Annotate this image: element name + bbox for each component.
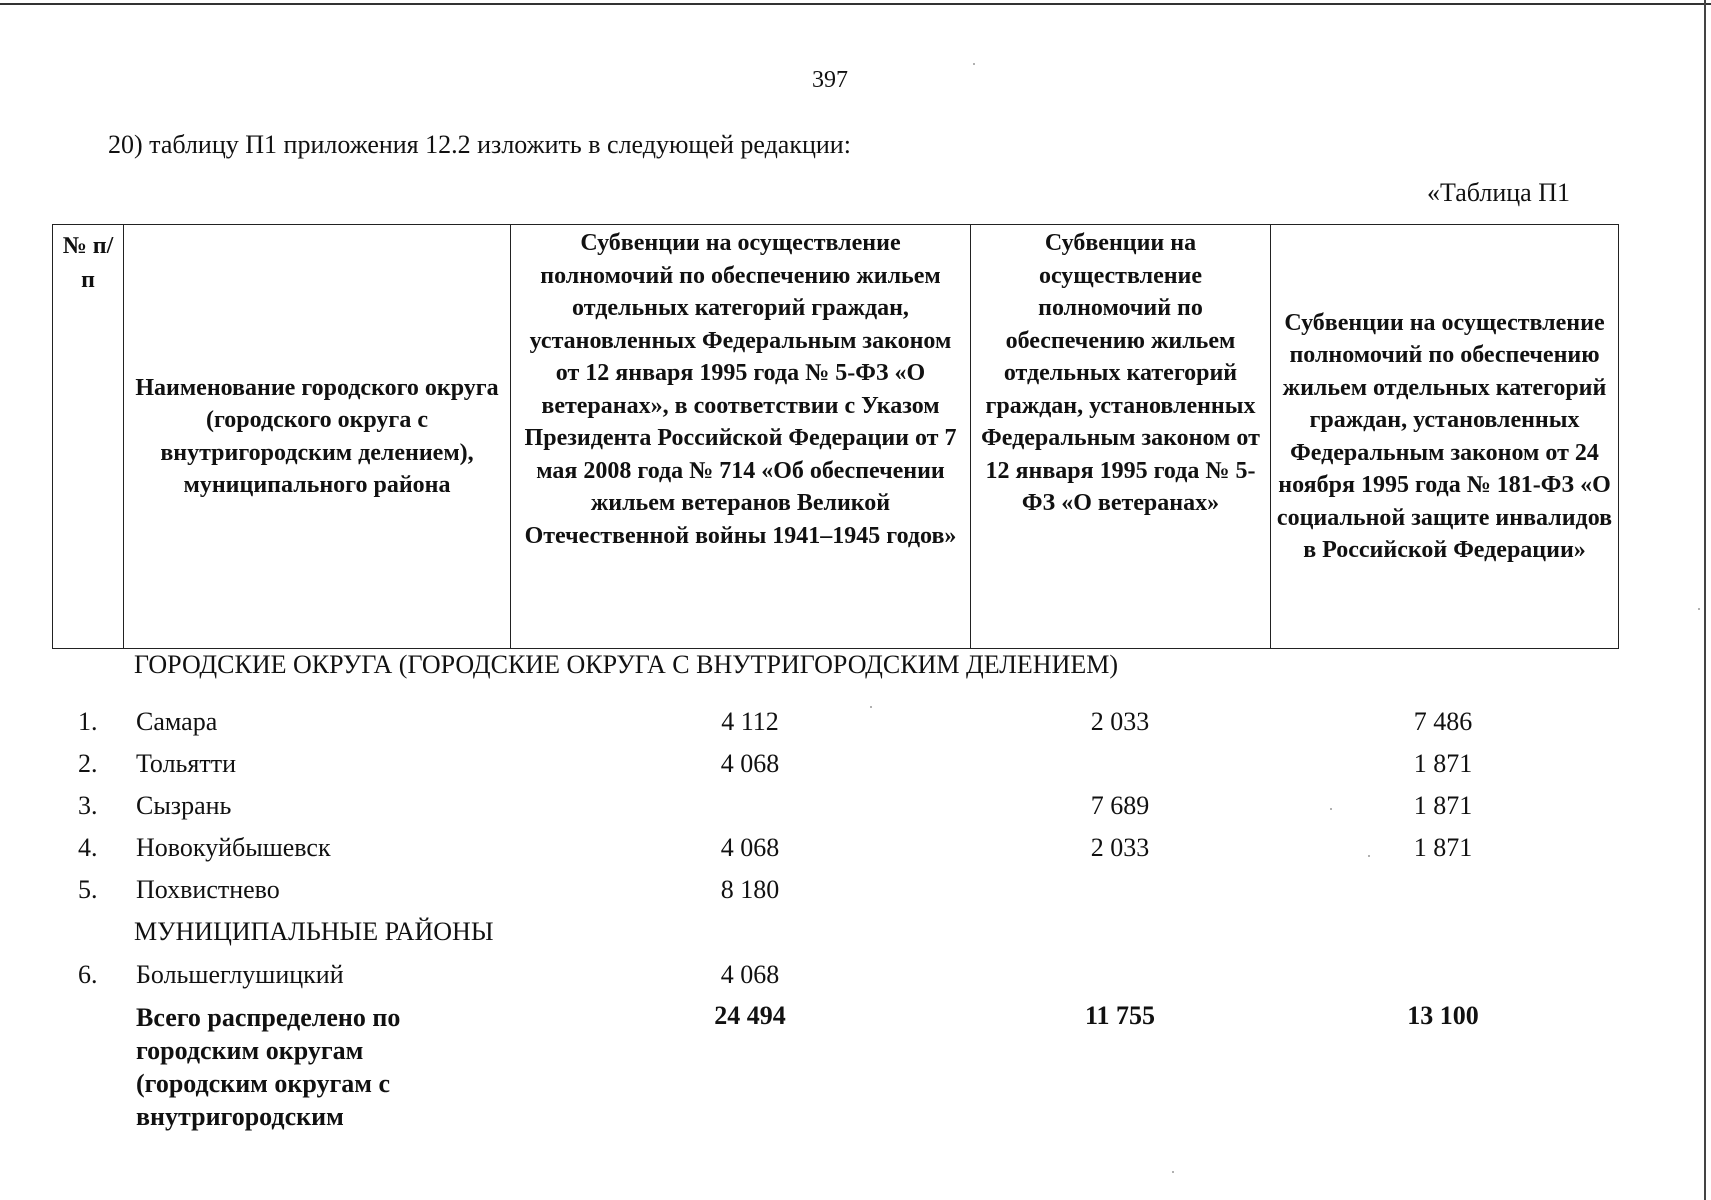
row-name: Тольятти: [136, 749, 237, 778]
row-value-3: 1 871: [1413, 749, 1473, 778]
row-name: Похвистнево: [136, 875, 280, 904]
table-caption: «Таблица П1: [1427, 178, 1570, 207]
scan-speck: [870, 706, 872, 708]
total-value-2: 11 755: [1084, 1001, 1156, 1030]
section-urban-districts: ГОРОДСКИЕ ОКРУГА (ГОРОДСКИЕ ОКРУГА С ВНУТРИГОРОДСКИМ ДЕЛЕНИЕМ): [134, 650, 1119, 679]
row-value-1: 4 068: [720, 960, 780, 989]
row-value-3: 1 871: [1413, 833, 1473, 862]
row-value-2: 2 033: [1090, 833, 1150, 862]
intro-paragraph: 20) таблицу П1 приложения 12.2 изложить в следующей редакции:: [108, 130, 851, 159]
row-number: 6.: [78, 960, 98, 989]
header-subvention-veterans-wwii: Субвенции на осуществление полномочий по обеспечению жильем отдельных категорий граждан, установленных Федеральным законом от 12 января 1995 года № 5-ФЗ «О ветеранах», в соответствии с Указом Президента Российской Федерации от 7 мая 2008 года № 714 «Об обеспечении жильем ветеранов Великой Отечественной войны 1941–1945 годов»: [511, 225, 971, 649]
page-number: 397: [812, 67, 848, 93]
row-value-1: 4 068: [720, 833, 780, 862]
row-value-3: 1 871: [1413, 791, 1473, 820]
row-number: 3.: [78, 791, 98, 820]
header-subvention-disabled: Субвенции на осуществление полномочий по обеспечению жильем отдельных категорий граждан, установленных Федеральным законом от 24 ноября 1995 года № 181-ФЗ «О социальной защите инвалидов в Российской Федерации»: [1271, 225, 1619, 649]
row-name: Сызрань: [136, 791, 232, 820]
scan-speck: [973, 63, 975, 65]
table-row: [0, 875, 1711, 915]
header-name: Наименование городского округа (городского округа с внутригородским делением), муниципального района: [124, 225, 511, 649]
row-name: Новокуйбышевск: [136, 833, 331, 862]
section-municipal-districts: МУНИЦИПАЛЬНЫЕ РАЙОНЫ: [134, 917, 494, 946]
row-number: 4.: [78, 833, 98, 862]
row-value-1: 8 180: [720, 875, 780, 904]
row-name: Самара: [136, 707, 218, 736]
table-row: [0, 707, 1711, 747]
header-number: № п/п: [53, 225, 124, 649]
header-subvention-veterans: Субвенции на осуществление полномочий по обеспечению жильем отдельных категорий граждан, установленных Федеральным законом от 12 января 1995 года № 5-ФЗ «О ветеранах»: [971, 225, 1271, 649]
total-label: Всего распределено по городским округам (городским округам с внутригородским: [136, 1003, 401, 1131]
row-name: Большеглушицкий: [136, 960, 344, 989]
total-value-3: 13 100: [1407, 1001, 1479, 1030]
row-value-1: 4 112: [721, 707, 779, 736]
row-number: 5.: [78, 875, 98, 904]
table-row: [0, 791, 1711, 831]
scan-speck: [1368, 855, 1370, 857]
scan-speck: [1698, 608, 1700, 610]
table-row: [0, 833, 1711, 873]
row-number: 1.: [78, 707, 98, 736]
row-value-2: 7 689: [1090, 791, 1150, 820]
row-value-2: 2 033: [1090, 707, 1150, 736]
table-header: [52, 224, 1619, 649]
row-value-1: 4 068: [720, 749, 780, 778]
scan-speck: [1172, 1171, 1174, 1173]
row-number: 2.: [78, 749, 98, 778]
scan-speck: [1330, 808, 1332, 810]
row-value-3: 7 486: [1413, 707, 1473, 736]
scan-top-border: [0, 3, 1711, 5]
total-row: [0, 1001, 1711, 1041]
table-row: [0, 749, 1711, 789]
total-value-1: 24 494: [714, 1001, 786, 1030]
table-row: [0, 960, 1711, 1000]
